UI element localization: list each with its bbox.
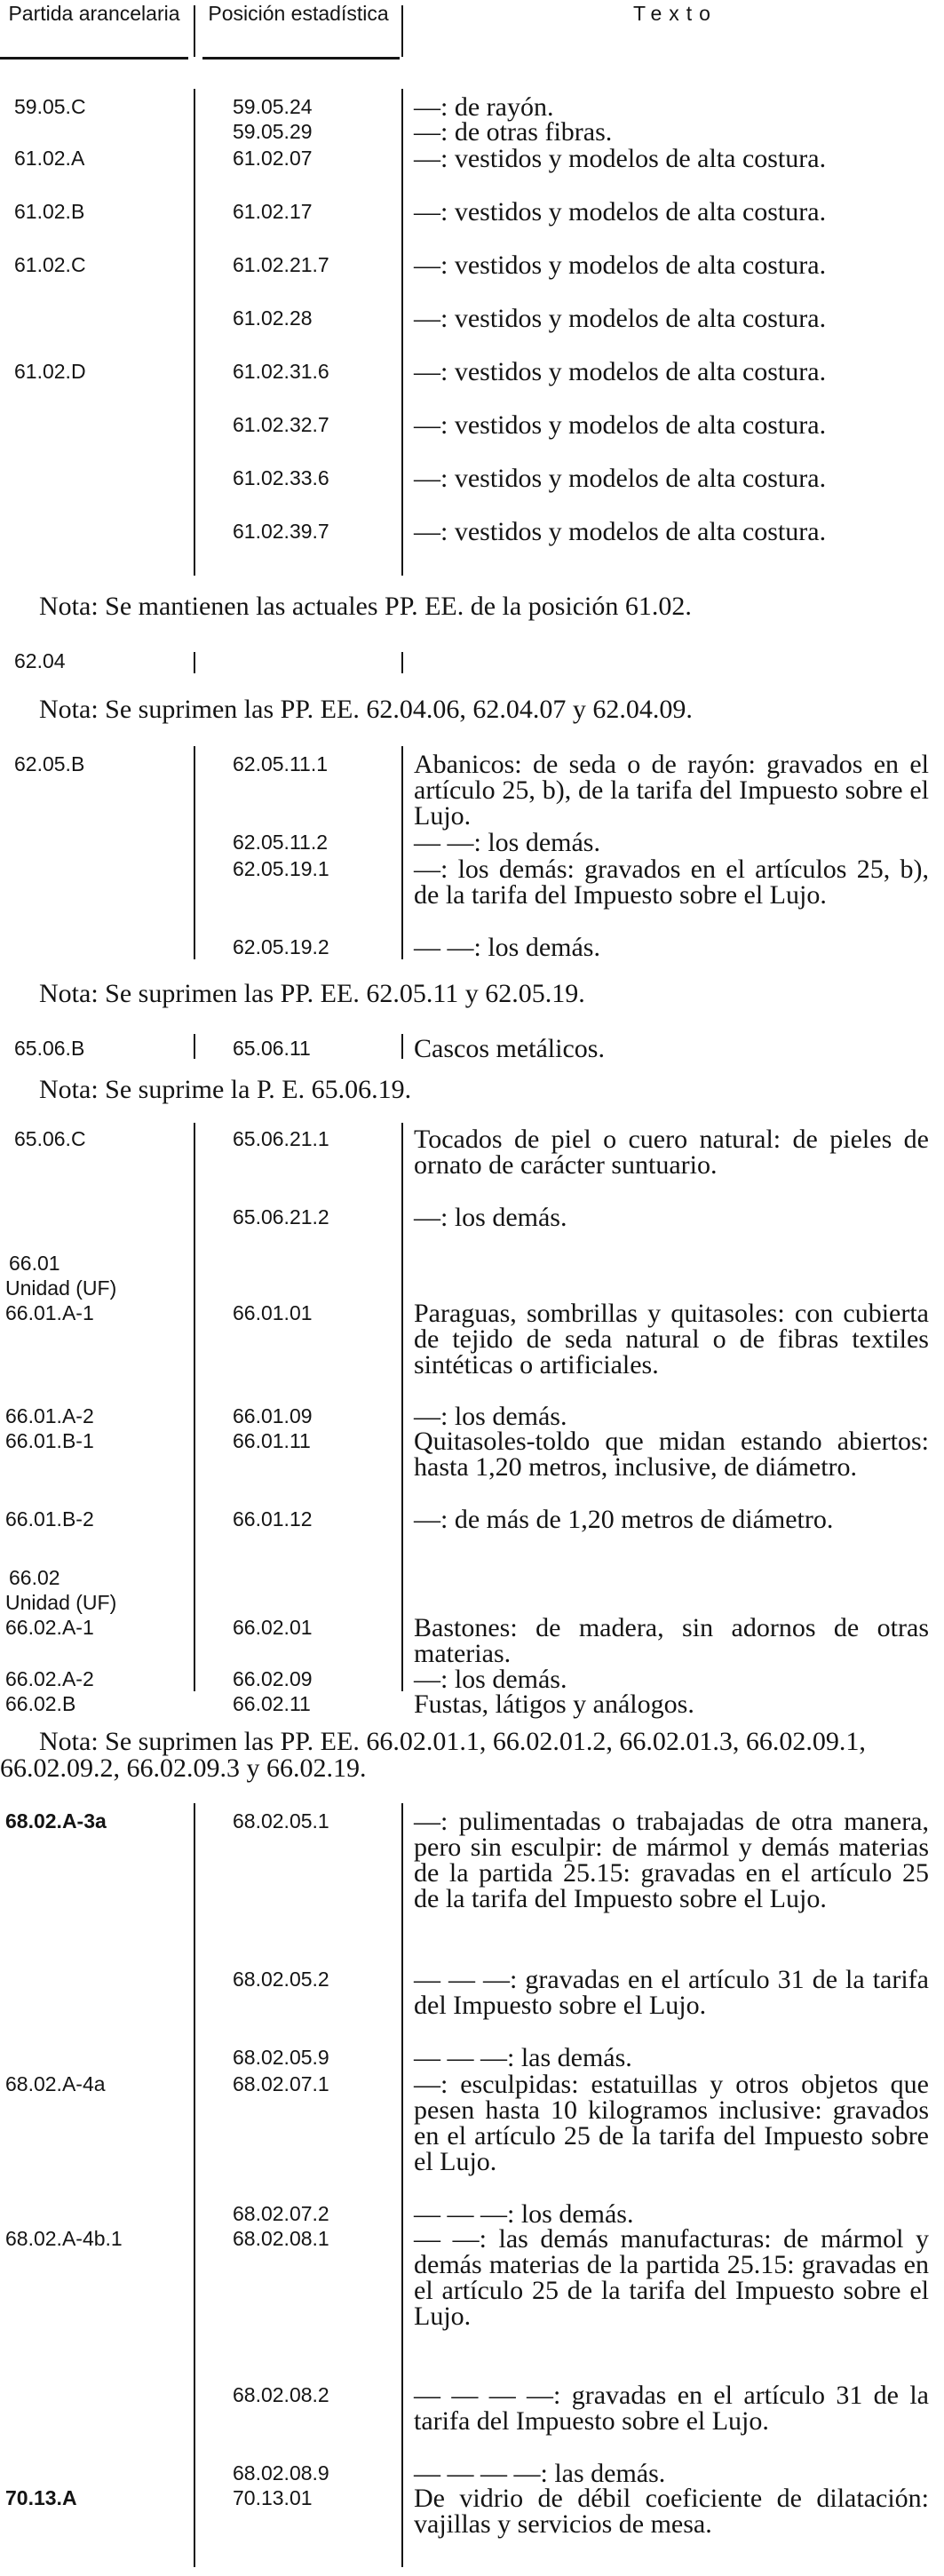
row-text: — —: los demás. xyxy=(414,933,600,962)
posicion-code: 68.02.07.2 xyxy=(233,2202,329,2225)
row-text: —: vestidos y modelos de alta costura. xyxy=(414,464,827,493)
unit-label: Unidad (UF) xyxy=(5,1276,117,1300)
posicion-code: 61.02.33.6 xyxy=(233,466,329,489)
partida-code: 66.01.B-2 xyxy=(5,1507,94,1530)
unit-label: Unidad (UF) xyxy=(5,1591,117,1614)
partida-code: 66.02 xyxy=(9,1566,60,1589)
header-divider xyxy=(194,5,195,57)
partida-code: 62.05.B xyxy=(14,752,85,775)
partida-code: 70.13.A xyxy=(5,2486,77,2509)
posicion-code: 61.02.39.7 xyxy=(233,520,329,543)
row-text: — — —: gravadas en el artículo 31 de la tarifa del Impuesto sobre el Lujo. xyxy=(414,1965,929,2020)
posicion-code: 68.02.08.2 xyxy=(233,2383,329,2406)
posicion-code: 68.02.05.1 xyxy=(233,1809,329,1833)
row-text: Quitasoles-toldo que midan estando abiertos: hasta 1,20 metros, inclusive, de diámetro. xyxy=(414,1427,929,1482)
row-text: — —: los demás. xyxy=(414,828,600,857)
posicion-code: 68.02.05.2 xyxy=(233,1968,329,1991)
partida-code: 66.02.A-2 xyxy=(5,1667,94,1690)
row-text: Abanicos: de seda o de rayón: gravados en el artículo 25, b), de la tarifa del Impuesto sobre el Lujo. xyxy=(414,750,929,831)
header-divider xyxy=(401,5,403,57)
row-text: Fustas, látigos y análogos. xyxy=(414,1690,694,1719)
posicion-code: 62.05.11.1 xyxy=(233,752,329,775)
header-rule xyxy=(0,57,188,60)
header-posicion: Posición estadística xyxy=(208,2,389,25)
partida-code: 65.06.C xyxy=(14,1127,86,1150)
posicion-code: 66.02.01 xyxy=(233,1616,313,1639)
posicion-code: 68.02.08.9 xyxy=(233,2461,329,2485)
partida-code: 61.02.B xyxy=(14,200,85,223)
partida-code: 66.01.A-2 xyxy=(5,1404,94,1427)
row-text: De vidrio de débil coeficiente de dilatación: vajillas y servicios de mesa. xyxy=(414,2484,929,2539)
posicion-code: 66.01.11 xyxy=(233,1429,311,1452)
posicion-code: 66.01.09 xyxy=(233,1404,313,1427)
note: Nota: Se suprimen las PP. EE. 62.04.06, 62.04.07 y 62.04.09. xyxy=(39,695,693,724)
header-rule xyxy=(202,57,400,60)
column-divider xyxy=(194,1123,195,1691)
partida-code: 66.01 xyxy=(9,1252,60,1275)
row-text: —: pulimentadas o trabajadas de otra manera, pero sin esculpir: de mármol y demás materias de la partida 25.15: gravadas en el artículo 25 de la tarifa del Impuesto sobre el Lujo. xyxy=(414,1807,929,1913)
partida-code: 68.02.A-4a xyxy=(5,2072,106,2095)
partida-code: 61.02.D xyxy=(14,360,86,383)
partida-code: 68.02.A-4b.1 xyxy=(5,2227,123,2250)
partida-code: 66.01.B-1 xyxy=(5,1429,94,1452)
row-text: —: de más de 1,20 metros de diámetro. xyxy=(414,1505,834,1534)
row-text: —: vestidos y modelos de alta costura. xyxy=(414,357,827,386)
row-text: —: los demás. xyxy=(414,1402,567,1431)
row-text: —: de rayón. xyxy=(414,92,554,122)
note: Nota: Se suprime la P. E. 65.06.19. xyxy=(39,1075,412,1104)
column-divider xyxy=(401,89,403,576)
row-text: — — —: las demás. xyxy=(414,2043,632,2072)
row-text: Bastones: de madera, sin adornos de otras materias. xyxy=(414,1613,929,1668)
row-text: — —: las demás manufacturas: de mármol y demás materias de la partida 25.15: gravadas en el artículo 25 de la tarifa del Impuesto sobre el Lujo. xyxy=(414,2224,929,2331)
posicion-code: 70.13.01 xyxy=(233,2486,313,2509)
row-text: — — — —: las demás. xyxy=(414,2459,666,2488)
posicion-code: 68.02.07.1 xyxy=(233,2072,329,2095)
posicion-code: 61.02.28 xyxy=(233,306,313,330)
partida-code: 65.06.B xyxy=(14,1037,85,1060)
row-text: —: vestidos y modelos de alta costura. xyxy=(414,304,827,333)
posicion-code: 62.05.19.2 xyxy=(233,935,329,958)
row-text: — — — —: gravadas en el artículo 31 de la tarifa del Impuesto sobre el Lujo. xyxy=(414,2381,929,2436)
row-text: Cascos metálicos. xyxy=(414,1034,605,1063)
note: Nota: Se mantienen las actuales PP. EE. de la posición 61.02. xyxy=(39,592,692,621)
posicion-code: 61.02.32.7 xyxy=(233,413,329,436)
column-divider xyxy=(194,89,195,576)
posicion-code: 65.06.21.1 xyxy=(233,1127,329,1150)
partida-code: 66.02.A-1 xyxy=(5,1616,94,1639)
partida-code: 59.05.C xyxy=(14,95,86,118)
header-texto: Texto xyxy=(633,2,718,25)
posicion-code: 66.01.01 xyxy=(233,1301,313,1324)
row-text: —: vestidos y modelos de alta costura. xyxy=(414,410,827,440)
row-text: —: esculpidas: estatuillas y otros objetos que pesen hasta 10 kilogramos inclusive: gravados en el artículo 25 de la tarifa del Impuesto sobre el Lujo. xyxy=(414,2070,929,2176)
partida-code: 66.02.B xyxy=(5,1692,76,1715)
row-text: — — —: los demás. xyxy=(414,2199,634,2229)
partida-code: 68.02.A-3a xyxy=(5,1809,107,1833)
partida-code: 66.01.A-1 xyxy=(5,1301,94,1324)
partida-code: 62.04 xyxy=(14,649,66,672)
column-divider xyxy=(194,1034,195,1059)
posicion-code: 61.02.21.7 xyxy=(233,253,329,276)
posicion-code: 65.06.11 xyxy=(233,1037,311,1060)
posicion-code: 62.05.11.2 xyxy=(233,831,329,854)
column-divider xyxy=(401,746,403,959)
posicion-code: 61.02.07 xyxy=(233,147,313,170)
column-divider xyxy=(194,652,195,673)
partida-code: 61.02.C xyxy=(14,253,86,276)
posicion-code: 59.05.29 xyxy=(233,120,313,143)
partida-code: 61.02.A xyxy=(14,147,85,170)
column-divider xyxy=(401,1803,403,2567)
row-text: —: de otras fibras. xyxy=(414,117,613,147)
posicion-code: 66.01.12 xyxy=(233,1507,313,1530)
row-text: —: vestidos y modelos de alta costura. xyxy=(414,250,827,280)
column-divider xyxy=(401,1034,403,1059)
posicion-code: 68.02.05.9 xyxy=(233,2046,329,2069)
row-text: —: vestidos y modelos de alta costura. xyxy=(414,197,827,227)
column-divider xyxy=(401,1123,403,1691)
header-partida: Partida arancelaria xyxy=(8,2,180,25)
row-text: —: los demás. xyxy=(414,1203,567,1232)
column-divider xyxy=(194,1803,195,2567)
row-text: —: vestidos y modelos de alta costura. xyxy=(414,144,827,173)
column-divider xyxy=(401,652,403,673)
posicion-code: 61.02.31.6 xyxy=(233,360,329,383)
row-text: —: los demás. xyxy=(414,1665,567,1694)
posicion-code: 65.06.21.2 xyxy=(233,1205,329,1228)
note: Nota: Se suprimen las PP. EE. 66.02.01.1, 66.02.01.2, 66.02.01.3, 66.02.09.1, 66.02.09.2, 66.02.09.3 y 66.02.19. xyxy=(0,1727,866,1783)
posicion-code: 62.05.19.1 xyxy=(233,857,329,880)
row-text: —: vestidos y modelos de alta costura. xyxy=(414,517,827,546)
posicion-code: 59.05.24 xyxy=(233,95,313,118)
row-text: Tocados de piel o cuero natural: de pieles de ornato de carácter suntuario. xyxy=(414,1125,929,1180)
posicion-code: 61.02.17 xyxy=(233,200,313,223)
posicion-code: 66.02.11 xyxy=(233,1692,311,1715)
row-text: Paraguas, sombrillas y quitasoles: con cubierta de tejido de seda natural o de fibras textiles sintéticas o artificiales. xyxy=(414,1299,929,1379)
posicion-code: 66.02.09 xyxy=(233,1667,313,1690)
posicion-code: 68.02.08.1 xyxy=(233,2227,329,2250)
row-text: —: los demás: gravados en el artículos 25, b), de la tarifa del Impuesto sobre el Lujo. xyxy=(414,855,929,910)
column-divider xyxy=(194,746,195,959)
note: Nota: Se suprimen las PP. EE. 62.05.11 y 62.05.19. xyxy=(39,979,585,1008)
